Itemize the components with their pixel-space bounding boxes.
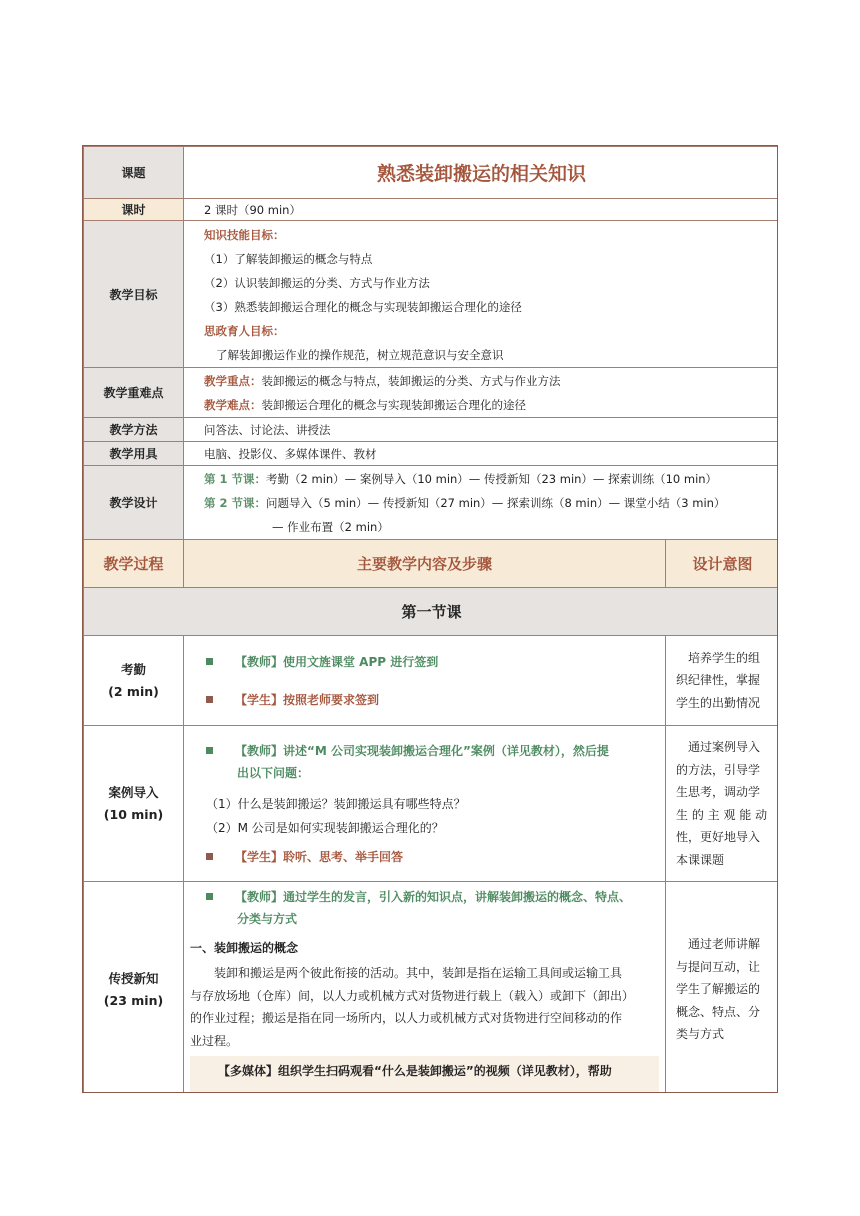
stage-case bbox=[84, 726, 184, 882]
student-step: 【学生】按照老师要求签到 bbox=[235, 692, 380, 707]
stage-name: 传授新知 bbox=[108, 970, 159, 986]
difficulty-text: 装卸搬运合理化的概念与实现装卸搬运合理化的途径 bbox=[261, 397, 526, 412]
content-col-header: 主要教学内容及步骤 bbox=[184, 540, 666, 588]
hours-value: 2 课时（90 min） bbox=[184, 199, 779, 221]
attendance-intent bbox=[666, 636, 779, 726]
keypoints-label: 教学重难点 bbox=[84, 368, 184, 418]
teacher-step-cont: 出以下问题： bbox=[237, 766, 310, 780]
difficulty-title: 教学难点： bbox=[204, 397, 262, 412]
square-bullet-icon bbox=[206, 658, 213, 665]
design-label: 教学设计 bbox=[84, 466, 184, 540]
stage-time: (2 min) bbox=[108, 683, 159, 699]
intent-line: 生 的 主 观 能 动 bbox=[676, 807, 768, 822]
square-bullet-icon bbox=[206, 747, 213, 754]
intent-line: 类与方式 bbox=[676, 1027, 725, 1042]
focus-text: 装卸搬运的概念与特点，装卸搬运的分类、方式与作业方法 bbox=[261, 373, 561, 388]
lesson2-text-cont: — 作业布置（2 min） bbox=[272, 519, 389, 534]
knowledge-item: （2）认识装卸搬运的分类、方式与作业方法 bbox=[204, 276, 430, 290]
multimedia-note: 【多媒体】组织学生扫码观看“什么是装卸搬运”的视频（详见教材），帮助 bbox=[190, 1056, 659, 1093]
paragraph-line: 与存放场地（仓库）间，以人力或机械方式对货物进行载上（载入）或卸下（卸出） bbox=[190, 988, 635, 1003]
knowledge-item: （3）熟悉装卸搬运合理化的概念与实现装卸搬运合理化的途径 bbox=[204, 300, 522, 314]
square-bullet-icon bbox=[206, 696, 213, 703]
intent-line: 生思考，调动学 bbox=[676, 785, 761, 799]
section-heading: 一、装卸搬运的概念 bbox=[190, 941, 299, 955]
square-bullet-icon bbox=[206, 893, 213, 900]
objectives-content bbox=[184, 221, 779, 368]
methods-label: 教学方法 bbox=[84, 418, 184, 442]
question-1: （1）什么是装卸搬运？装卸搬运具有哪些特点？ bbox=[206, 797, 466, 811]
intent-line: 的方法，引导学 bbox=[676, 762, 761, 777]
intent-col-header: 设计意图 bbox=[666, 540, 779, 588]
hours-label: 课时 bbox=[84, 199, 184, 221]
intent-line: 学生了解搬运的 bbox=[676, 982, 761, 997]
lesson2-text: 问题导入（5 min）— 传授新知（27 min）— 探索训练（8 min）— 课堂小结（3 min） bbox=[266, 495, 726, 510]
intent-line: 通过老师讲解 bbox=[688, 937, 761, 952]
main-table bbox=[83, 146, 778, 1093]
intent-line: 本课课题 bbox=[676, 852, 725, 867]
lesson1-title: 第 1 节课： bbox=[204, 471, 267, 486]
design-content bbox=[184, 466, 779, 540]
student-step: 【学生】聆听、思考、举手回答 bbox=[235, 850, 404, 864]
stage-teaching bbox=[84, 882, 184, 1094]
intent-line: 性，更好地导入 bbox=[676, 830, 761, 844]
teacher-step: 【教师】使用文旌课堂 APP 进行签到 bbox=[235, 654, 439, 669]
concept-paragraph bbox=[190, 962, 659, 1052]
intent-line: 学生的出勤情况 bbox=[676, 695, 761, 710]
focus-title: 教学重点： bbox=[204, 373, 262, 388]
topic-title: 熟悉装卸搬运的相关知识 bbox=[184, 147, 779, 199]
ideology-text: 了解装卸搬运作业的操作规范，树立规范意识与安全意识 bbox=[216, 348, 504, 362]
paragraph-line: 装卸和搬运是两个彼此衔接的活动。其中，装卸是指在运输工具间或运输工具 bbox=[214, 966, 623, 980]
intent-line: 概念、特点、分 bbox=[676, 1004, 761, 1019]
intent-line: 培养学生的组 bbox=[688, 650, 761, 665]
topic-label: 课题 bbox=[84, 147, 184, 199]
methods-value: 问答法、讨论法、讲授法 bbox=[184, 418, 779, 442]
process-col-header: 教学过程 bbox=[84, 540, 184, 588]
square-bullet-icon bbox=[206, 853, 213, 860]
teacher-step: 【教师】通过学生的发言，引入新的知识点，讲解装卸搬运的概念、特点、 bbox=[235, 890, 632, 904]
stage-time: (10 min) bbox=[103, 806, 164, 822]
stage-name: 考勤 bbox=[120, 661, 146, 677]
intent-line: 织纪律性，掌握 bbox=[676, 673, 761, 688]
intent-line: 通过案例导入 bbox=[688, 740, 761, 754]
teacher-step: 【教师】讲述“M 公司实现装卸搬运合理化”案例（详见教材），然后提 bbox=[235, 744, 609, 758]
teaching-intent bbox=[666, 882, 779, 1094]
tools-label: 教学用具 bbox=[84, 442, 184, 466]
case-intent bbox=[666, 726, 779, 882]
objectives-label: 教学目标 bbox=[84, 221, 184, 368]
paragraph-line: 业过程。 bbox=[190, 1033, 239, 1048]
knowledge-item: （1）了解装卸搬运的概念与特点 bbox=[204, 252, 373, 266]
tools-value: 电脑、投影仪、多媒体课件、教材 bbox=[184, 442, 779, 466]
ideology-goal-title: 思政育人目标： bbox=[204, 324, 285, 338]
intent-line: 与提问互动，让 bbox=[676, 959, 761, 974]
case-content bbox=[184, 726, 666, 882]
lesson1-text: 考勤（2 min）— 案例导入（10 min）— 传授新知（23 min）— 探索训练（10 min） bbox=[266, 471, 718, 486]
teacher-step-cont: 分类与方式 bbox=[237, 912, 298, 926]
stage-time: (23 min) bbox=[103, 992, 164, 1008]
knowledge-goal-title: 知识技能目标： bbox=[204, 228, 285, 242]
keypoints-content bbox=[184, 368, 779, 418]
paragraph-line: 的作业过程；搬运是指在同一场所内，以人力或机械方式对货物进行空间移动的作 bbox=[190, 1011, 623, 1025]
lesson2-title: 第 2 节课： bbox=[204, 495, 267, 510]
question-2: （2）M 公司是如何实现装卸搬运合理化的？ bbox=[206, 821, 444, 835]
lesson-plan-table bbox=[82, 145, 778, 1093]
stage-name: 案例导入 bbox=[108, 784, 159, 800]
teaching-content bbox=[184, 882, 666, 1094]
attendance-content bbox=[184, 636, 666, 726]
stage-attendance bbox=[84, 636, 184, 726]
section-title: 第一节课 bbox=[84, 588, 779, 636]
